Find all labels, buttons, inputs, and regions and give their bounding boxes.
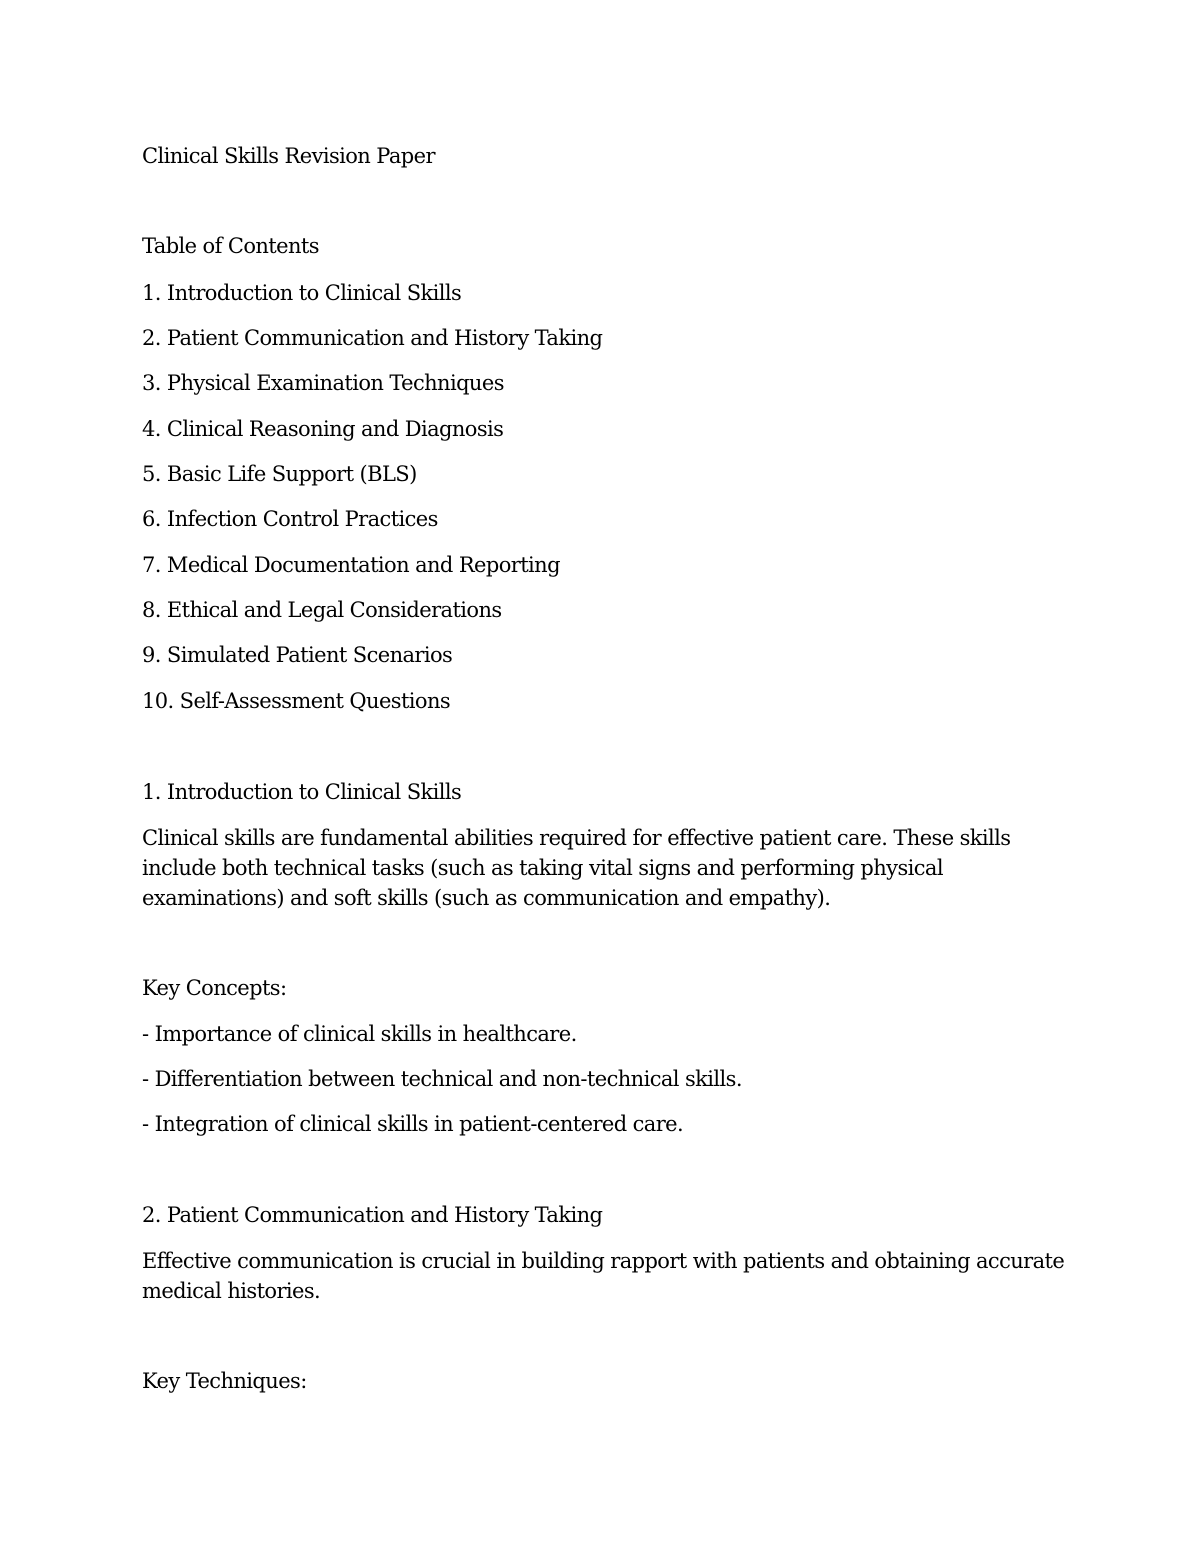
section-paragraph xyxy=(142,823,1062,913)
paragraph-line: Clinical skills are fundamental abilities required for effective patient care. These skills xyxy=(142,826,1011,850)
section-heading: 2. Patient Communication and History Taking xyxy=(142,1203,603,1227)
paragraph-line: medical histories. xyxy=(142,1279,321,1303)
toc-item: 9. Simulated Patient Scenarios xyxy=(142,643,453,667)
section-heading: 1. Introduction to Clinical Skills xyxy=(142,780,462,804)
toc-item: 6. Infection Control Practices xyxy=(142,507,438,531)
document-title: Clinical Skills Revision Paper xyxy=(142,144,435,168)
key-techniques-heading: Key Techniques: xyxy=(142,1369,307,1393)
toc-heading: Table of Contents xyxy=(142,234,319,258)
bullet-item: - Differentiation between technical and non-technical skills. xyxy=(142,1067,742,1091)
key-concepts-heading: Key Concepts: xyxy=(142,976,287,1000)
section-paragraph xyxy=(142,1246,1065,1306)
paragraph-line: include both technical tasks (such as taking vital signs and performing physical xyxy=(142,856,943,880)
bullet-item: - Importance of clinical skills in healthcare. xyxy=(142,1022,577,1046)
paragraph-line: examinations) and soft skills (such as communication and empathy). xyxy=(142,886,831,910)
toc-item: 4. Clinical Reasoning and Diagnosis xyxy=(142,417,504,441)
toc-item: 7. Medical Documentation and Reporting xyxy=(142,553,560,577)
paragraph-line: Effective communication is crucial in building rapport with patients and obtaining accurate xyxy=(142,1249,1065,1273)
toc-item: 1. Introduction to Clinical Skills xyxy=(142,281,462,305)
toc-item: 8. Ethical and Legal Considerations xyxy=(142,598,502,622)
bullet-item: - Integration of clinical skills in patient-centered care. xyxy=(142,1112,684,1136)
toc-item: 2. Patient Communication and History Taking xyxy=(142,326,603,350)
toc-item: 5. Basic Life Support (BLS) xyxy=(142,462,417,486)
toc-item: 10. Self-Assessment Questions xyxy=(142,689,451,713)
toc-item: 3. Physical Examination Techniques xyxy=(142,371,504,395)
